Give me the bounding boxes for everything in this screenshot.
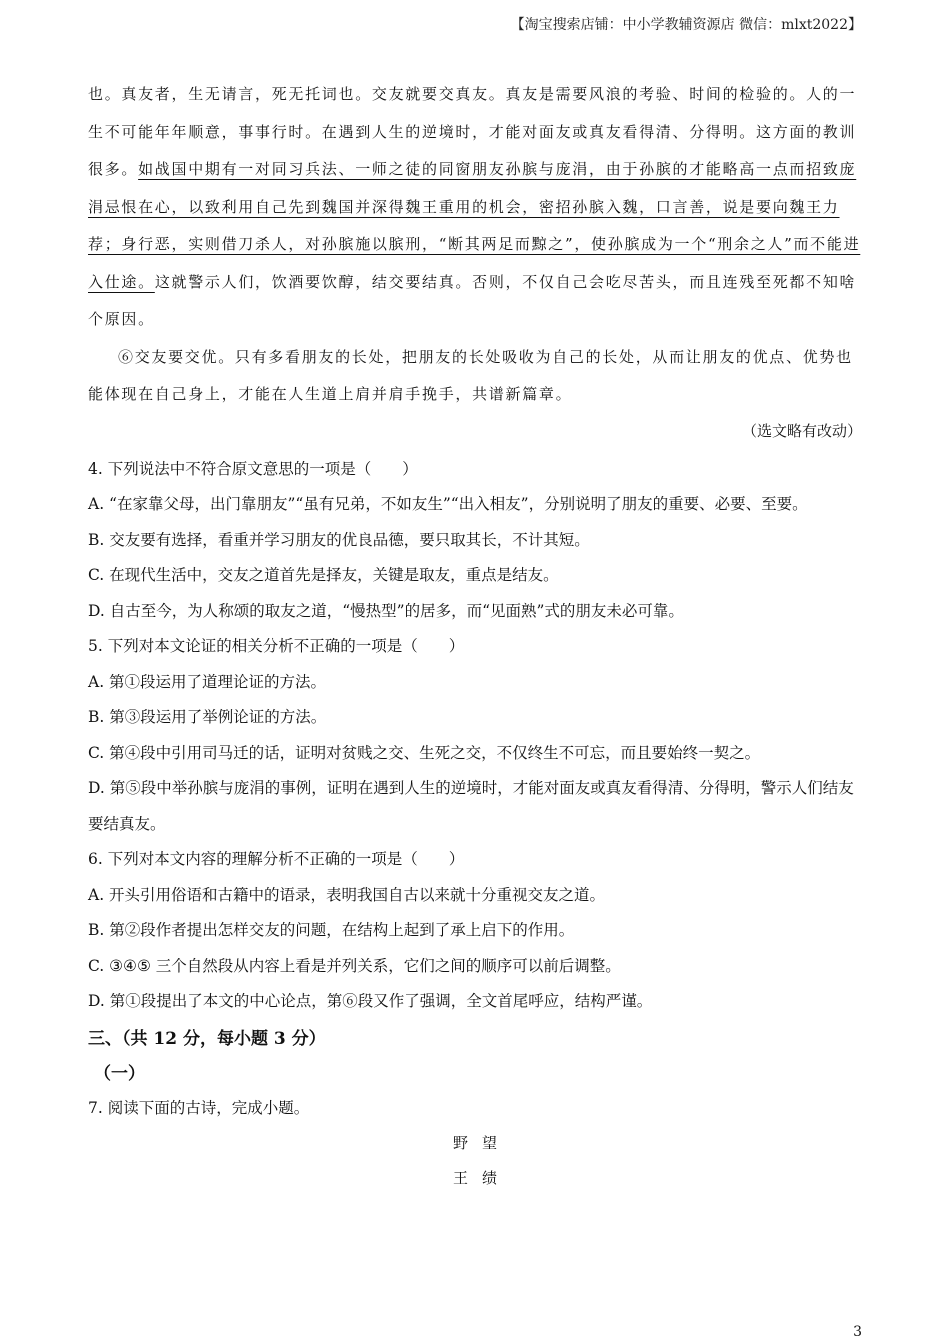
question-5-option-d: D. 第⑤段中举孙膑与庞涓的事例，证明在遇到人生的逆境时，才能对面友或真友看得清、分得明，警示人们结友要结真友。 <box>88 779 854 833</box>
question-4-stem: 4. 下列说法中不符合原文意思的一项是（ ） <box>88 459 418 478</box>
question-5-option-a: A. 第①段运用了道理论证的方法。 <box>88 672 327 691</box>
section-3-subheading: （一） <box>94 1063 145 1084</box>
p5-text-after: 这就警示人们，饮酒要饮醇，结交要结真。否则，不仅自己会吃尽苦头，而且连残至死都不知啥个原因。 <box>88 272 857 328</box>
question-6-option-c: C. ③④⑤ 三个自然段从内容上看是并列关系，它们之间的顺序可以前后调整。 <box>88 956 621 975</box>
p5-underlined-text: 如战国中期有一对同习兵法、一师之徒的同窗朋友孙膑与庞涓，由于孙膑的才能略高一点而招致庞涓忌恨在心，以致利用自己先到魏国并深得魏王重用的机会，密招孙膑入魏，口言善，说是要向魏王力荐；身行恶，实则借刀杀人，对孙膑施以膑刑，“断其两足而黥之”，使孙膑成为一个“刑余之人”而不能进入仕途。 <box>88 160 861 291</box>
poem-author: 王绩 <box>452 1169 511 1187</box>
question-4-option-b: B. 交友要有选择，看重并学习朋友的优良品德，要只取其长，不计其短。 <box>88 530 590 549</box>
poem-title: 野望 <box>452 1134 511 1152</box>
question-4-option-d: D. 自古至今，为人称颂的取友之道，“慢热型”的居多，而“见面熟”式的朋友未必可靠。 <box>88 601 684 620</box>
passage-paragraph-5 <box>88 76 862 339</box>
page-header: 【淘宝搜索店铺：中小学教辅资源店 微信：mlxt2022】 <box>510 17 862 33</box>
question-5-option-c: C. 第④段中引用司马迁的话，证明对贫贱之交、生死之交，不仅终生不可忘，而且要始终一契之。 <box>88 743 761 762</box>
p5-text-before: 也。真友者，生无请言，死无托词也。交友就要交真友。真友是需要风浪的考验、时间的检验的。人的一生不可能年年顺意，事事行时。在遇到人生的逆境时，才能对面友或真友看得清、分得明。这方面的教训很多。 <box>88 85 857 178</box>
question-6-stem: 6. 下列对本文内容的理解分析不正确的一项是（ ） <box>88 850 465 868</box>
passage-paragraph-6: ⑥交友要交优。只有多看朋友的长处，把朋友的长处吸收为自己的长处，从而让朋友的优点、优势也能体现在自己身上，才能在人生道上肩并肩手挽手，共谱新篇章。 <box>88 347 853 403</box>
question-7-stem: 7. 阅读下面的古诗，完成小题。 <box>88 1098 310 1117</box>
question-5-option-b: B. 第③段运用了举例论证的方法。 <box>88 708 327 726</box>
page-number: 3 <box>853 1324 862 1340</box>
question-6-option-a: A. 开头引用俗语和古籍中的语录，表明我国自古以来就十分重视交友之道。 <box>88 885 606 904</box>
question-6-option-b: B. 第②段作者提出怎样交友的问题，在结构上起到了承上启下的作用。 <box>88 921 575 939</box>
passage-source-note: （选文略有改动） <box>741 421 862 440</box>
page-content <box>88 76 862 1196</box>
question-4-option-a: A. “在家靠父母，出门靠朋友”“虽有兄弟，不如友生”“出入相友”，分别说明了朋友的重要、必要、至要。 <box>88 495 808 513</box>
section-3-heading: 三、（共 12 分，每小题 3 分） <box>88 1028 326 1049</box>
question-5-stem: 5. 下列对本文论证的相关分析不正确的一项是（ ） <box>88 637 465 655</box>
question-6-option-d: D. 第①段提出了本文的中心论点，第⑥段又作了强调，全文首尾呼应，结构严谨。 <box>88 992 653 1010</box>
question-4-option-c: C. 在现代生活中，交友之道首先是择友，关键是取友，重点是结友。 <box>88 566 559 584</box>
